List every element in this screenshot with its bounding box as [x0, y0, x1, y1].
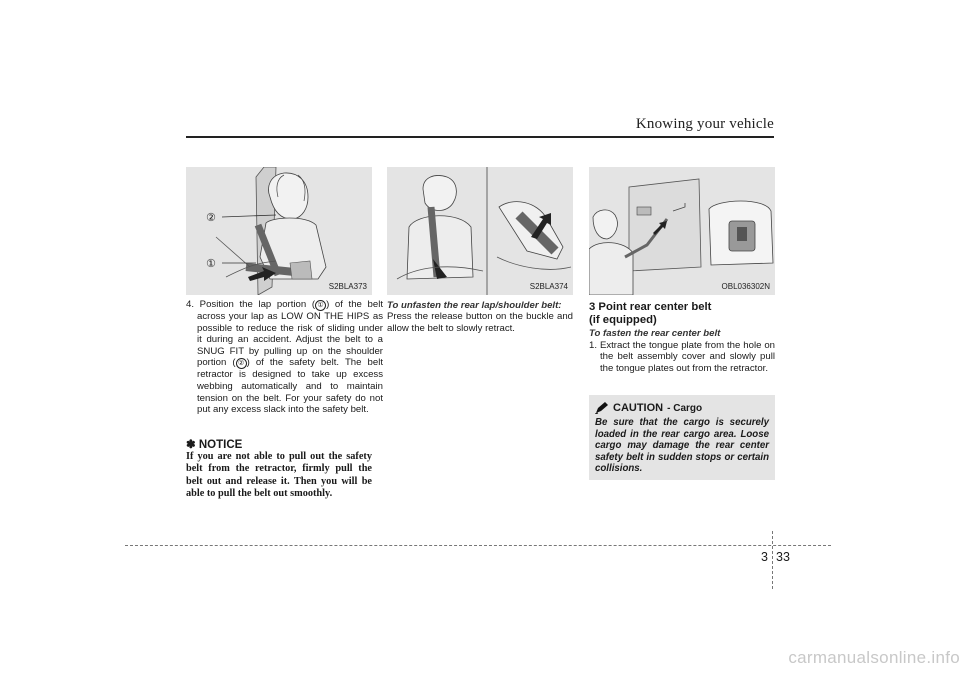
callout-lap: ①	[206, 257, 216, 270]
step-number: 4.	[186, 299, 195, 310]
callout-1: ①	[315, 300, 326, 311]
caution-body: Be sure that the cargo is securely loaded in the rear cargo area. Loose cargo may damage the rear center safety belt in sudden stops or certain collisions.	[595, 417, 769, 475]
page-divider	[772, 531, 773, 589]
center-belt-illustration	[589, 167, 775, 295]
footer-rule	[125, 545, 831, 546]
unfasten-body: Press the release button on the buckle and allow the belt to slowly retract.	[387, 311, 573, 334]
center-belt-section	[589, 301, 775, 374]
figure-center-belt	[589, 167, 775, 295]
notice-star-icon: ✽	[186, 439, 196, 451]
callout-2: ②	[236, 358, 247, 369]
unfasten-section	[387, 300, 573, 335]
watermark-text: carmanualsonline.info	[788, 648, 960, 667]
step-1-paragraph: 1. Extract the tongue plate from the hole on the belt assembly cover and slowly pull the tongue plates out from the retractor.	[589, 339, 775, 374]
figure-code: S2BLA373	[328, 282, 367, 291]
callout-shoulder: ②	[206, 211, 216, 224]
unfasten-belt-illustration	[387, 167, 573, 295]
figure-code: S2BLA374	[529, 282, 568, 291]
figure-lap-belt	[186, 167, 372, 295]
header-rule	[186, 136, 774, 138]
figure-code: OBL036302N	[721, 282, 770, 291]
fasten-subheading: To fasten the rear center belt	[589, 328, 721, 340]
notice-body: If you are not able to pull out the safety belt from the retractor, firmly pull the belt out and release it. Then you will be able to pull the belt out smoothly.	[186, 451, 372, 499]
unfasten-subheading: To unfasten the rear lap/shoulder belt:	[387, 300, 562, 311]
pencil-icon	[595, 402, 609, 414]
page-number: 33	[776, 550, 790, 564]
chapter-number: 3	[761, 550, 768, 564]
figure-unfasten-belt	[387, 167, 573, 295]
lap-belt-illustration	[186, 167, 372, 295]
notice-block	[186, 437, 372, 500]
caution-box	[589, 395, 775, 480]
section-title: 3 Point rear center belt (if equipped)	[589, 301, 712, 326]
caution-heading: CAUTION - Cargo	[595, 402, 702, 414]
step-4-paragraph: 4. Position the lap portion ( ① ) of the belt across your lap as LOW ON THE HIPS as possible to reduce the risk of sliding under it during an accident. Adjust the belt to a SNUG FIT by pulling up on the shoulder portion ( ② ) of the safety belt. The belt retractor is designed to take up excess webbing automatically and to maintain tension on the belt. For your safety do not put any excess slack into the safety belt.	[186, 299, 384, 416]
section-header: Knowing your vehicle	[635, 116, 774, 132]
notice-heading: ✽ NOTICE	[186, 439, 243, 451]
